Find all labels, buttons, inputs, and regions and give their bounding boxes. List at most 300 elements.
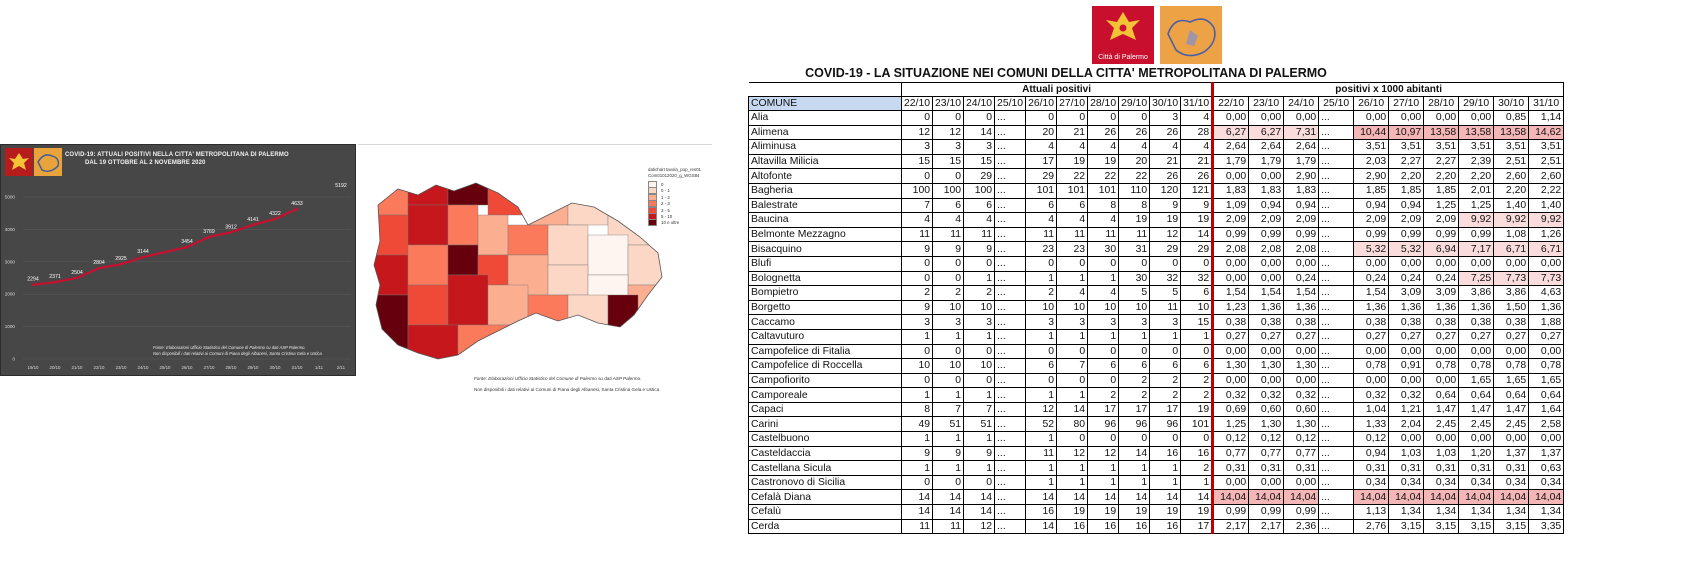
rate-cell: 0,31 bbox=[1459, 461, 1494, 476]
x-tick-label: 27/10 bbox=[203, 365, 215, 370]
rate-cell: 2,20 bbox=[1459, 169, 1494, 184]
rate-cell: 0,60 bbox=[1249, 402, 1284, 417]
data-point bbox=[186, 246, 189, 249]
rate-cell: ... bbox=[1319, 329, 1354, 344]
municipality-area bbox=[448, 175, 488, 205]
rate-cell: 0,00 bbox=[1213, 475, 1249, 490]
rate-cell: ... bbox=[1319, 213, 1354, 228]
attuali-cell: 7 bbox=[933, 402, 964, 417]
rate-cell: 1,30 bbox=[1249, 417, 1284, 432]
attuali-cell: 19 bbox=[1181, 213, 1213, 228]
attuali-cell: 11 bbox=[1057, 227, 1088, 242]
rate-cell: 0,78 bbox=[1424, 359, 1459, 374]
attuali-cell: 14 bbox=[1088, 490, 1119, 505]
attuali-cell: 121 bbox=[1181, 183, 1213, 198]
rate-cell: 1,34 bbox=[1459, 505, 1494, 520]
rate-cell: 3,86 bbox=[1459, 286, 1494, 301]
rate-cell: 0,24 bbox=[1389, 271, 1424, 286]
attuali-cell: 19 bbox=[1181, 505, 1213, 520]
attuali-cell: 0 bbox=[1057, 373, 1088, 388]
comune-name-cell: Cerda bbox=[749, 519, 902, 534]
rate-cell: 0,38 bbox=[1424, 315, 1459, 330]
rate-cell: 2,27 bbox=[1424, 154, 1459, 169]
attuali-cell: 31 bbox=[1119, 242, 1150, 257]
rate-cell: 0,12 bbox=[1249, 432, 1284, 447]
data-label: 2504 bbox=[71, 269, 83, 276]
rate-cell: 0,31 bbox=[1494, 461, 1529, 476]
rate-cell: 1,40 bbox=[1494, 198, 1529, 213]
rate-cell: 3,51 bbox=[1529, 140, 1564, 155]
rate-cell: 0,78 bbox=[1459, 359, 1494, 374]
rate-cell: 2,90 bbox=[1354, 169, 1389, 184]
table-row bbox=[749, 359, 1564, 374]
rate-cell: 0,64 bbox=[1529, 388, 1564, 403]
attuali-cell: 12 bbox=[1088, 446, 1119, 461]
x-tick-label: 2/11 bbox=[336, 365, 346, 370]
attuali-cell: 1 bbox=[933, 388, 964, 403]
attuali-cell: 0 bbox=[964, 475, 995, 490]
attuali-cell: 0 bbox=[933, 475, 964, 490]
attuali-cell: 52 bbox=[1026, 417, 1057, 432]
rate-cell: 2,51 bbox=[1529, 154, 1564, 169]
rate-cell: 0,77 bbox=[1249, 446, 1284, 461]
x-tick-label: 23/10 bbox=[115, 365, 127, 370]
attuali-cell: 6 bbox=[1181, 286, 1213, 301]
rate-cell: 3,15 bbox=[1424, 519, 1459, 534]
x-tick-label: 1/11 bbox=[314, 365, 324, 370]
rate-cell: 0,00 bbox=[1389, 256, 1424, 271]
data-point bbox=[274, 218, 277, 221]
attuali-cell: 101 bbox=[1088, 183, 1119, 198]
attuali-cell: 14 bbox=[964, 490, 995, 505]
comune-name-cell: Altofonte bbox=[749, 169, 902, 184]
attuali-cell: 10 bbox=[964, 300, 995, 315]
attuali-cell: 12 bbox=[1057, 446, 1088, 461]
line-chart bbox=[1, 145, 356, 376]
municipality-area bbox=[528, 195, 568, 225]
attuali-cell: 3 bbox=[1026, 315, 1057, 330]
attuali-cell: 2 bbox=[1181, 388, 1213, 403]
rate-cell: 0,64 bbox=[1494, 388, 1529, 403]
attuali-cell: 32 bbox=[1150, 271, 1181, 286]
attuali-cell: 0 bbox=[902, 475, 933, 490]
rate-cell: 1,85 bbox=[1354, 183, 1389, 198]
rate-cell: ... bbox=[1319, 242, 1354, 257]
attuali-cell: 0 bbox=[1026, 344, 1057, 359]
rate-cell: 0,34 bbox=[1389, 475, 1424, 490]
province-map bbox=[358, 145, 712, 377]
rate-cell: 2,45 bbox=[1424, 417, 1459, 432]
rate-cell: 1,25 bbox=[1424, 198, 1459, 213]
rate-cell: 0,00 bbox=[1213, 169, 1249, 184]
attuali-cell: 1 bbox=[1119, 475, 1150, 490]
attuali-cell: 1 bbox=[1057, 388, 1088, 403]
attuali-cell: 8 bbox=[902, 402, 933, 417]
rate-cell: 0,00 bbox=[1249, 256, 1284, 271]
rate-cell: 0,00 bbox=[1494, 432, 1529, 447]
attuali-cell: 30 bbox=[1088, 242, 1119, 257]
rate-cell: 1,34 bbox=[1494, 505, 1529, 520]
attuali-cell: 51 bbox=[933, 417, 964, 432]
attuali-cell: 4 bbox=[1026, 140, 1057, 155]
attuali-cell: 1 bbox=[1150, 461, 1181, 476]
rate-cell: 0,32 bbox=[1354, 388, 1389, 403]
attuali-cell: 0 bbox=[933, 256, 964, 271]
rate-cell: 1,30 bbox=[1249, 359, 1284, 374]
attuali-cell: 3 bbox=[1150, 315, 1181, 330]
rate-cell: 0,27 bbox=[1459, 329, 1494, 344]
attuali-cell: 22 bbox=[1088, 169, 1119, 184]
attuali-cell: 4 bbox=[1119, 140, 1150, 155]
attuali-cell: 9 bbox=[902, 300, 933, 315]
legend-swatch bbox=[648, 219, 657, 226]
attuali-cell: 14 bbox=[933, 505, 964, 520]
attuali-cell: ... bbox=[995, 344, 1026, 359]
rate-cell: 0,00 bbox=[1459, 111, 1494, 126]
rate-cell: 1,65 bbox=[1529, 373, 1564, 388]
attuali-cell: 0 bbox=[964, 256, 995, 271]
attuali-cell: 6 bbox=[1026, 359, 1057, 374]
rate-cell: 0,12 bbox=[1284, 432, 1319, 447]
attuali-cell: 14 bbox=[964, 125, 995, 140]
attuali-cell: ... bbox=[995, 213, 1026, 228]
rate-cell: 1,04 bbox=[1354, 402, 1389, 417]
attuali-cell: 1 bbox=[933, 461, 964, 476]
municipality-area bbox=[408, 175, 448, 205]
rate-cell: 1,30 bbox=[1213, 359, 1249, 374]
rate-cell: 0,00 bbox=[1213, 111, 1249, 126]
attuali-cell: ... bbox=[995, 519, 1026, 534]
attuali-cell: 0 bbox=[902, 373, 933, 388]
attuali-cell: 1 bbox=[902, 329, 933, 344]
attuali-cell: 0 bbox=[1088, 256, 1119, 271]
rate-cell: ... bbox=[1319, 300, 1354, 315]
attuali-cell: 15 bbox=[902, 154, 933, 169]
attuali-cell: 21 bbox=[1181, 154, 1213, 169]
municipality-area bbox=[548, 265, 588, 295]
comune-name-cell: Casteldaccia bbox=[749, 446, 902, 461]
comune-name-cell: Borgetto bbox=[749, 300, 902, 315]
rate-cell: 1,36 bbox=[1389, 300, 1424, 315]
attuali-cell: 11 bbox=[933, 227, 964, 242]
attuali-cell: 10 bbox=[1181, 300, 1213, 315]
attuali-cell: ... bbox=[995, 242, 1026, 257]
attuali-cell: ... bbox=[995, 329, 1026, 344]
y-tick-label: 5000 bbox=[4, 194, 15, 200]
table-row bbox=[749, 213, 1564, 228]
rate-cell: 0,99 bbox=[1424, 227, 1459, 242]
rate-cell: 14,04 bbox=[1494, 490, 1529, 505]
legend-label: 2 - 3 bbox=[661, 201, 670, 207]
attuali-cell: 14 bbox=[902, 490, 933, 505]
rate-cell: ... bbox=[1319, 446, 1354, 461]
rate-cell: 0,12 bbox=[1213, 432, 1249, 447]
x-tick-label: 31/10 bbox=[291, 365, 303, 370]
table-row bbox=[749, 329, 1564, 344]
rate-cell: 0,94 bbox=[1389, 198, 1424, 213]
rate-cell: 1,25 bbox=[1213, 417, 1249, 432]
legend-label: 1 - 2 bbox=[661, 194, 670, 200]
rate-cell: 0,38 bbox=[1459, 315, 1494, 330]
attuali-cell: 2 bbox=[1150, 388, 1181, 403]
rate-cell: 0,31 bbox=[1389, 461, 1424, 476]
rate-cell: 0,27 bbox=[1249, 329, 1284, 344]
rate-cell: 2,22 bbox=[1529, 183, 1564, 198]
attuali-cell: 12 bbox=[933, 125, 964, 140]
rate-cell: 0,24 bbox=[1284, 271, 1319, 286]
attuali-date-header: 26/10 bbox=[1026, 97, 1057, 111]
rate-cell: 5,32 bbox=[1389, 242, 1424, 257]
rate-cell: 0,00 bbox=[1424, 256, 1459, 271]
comune-name-cell: Campofelice di Fitalia bbox=[749, 344, 902, 359]
rate-date-header: 23/10 bbox=[1249, 97, 1284, 111]
attuali-cell: ... bbox=[995, 140, 1026, 155]
attuali-cell: 11 bbox=[1088, 227, 1119, 242]
comune-name-cell: Carini bbox=[749, 417, 902, 432]
data-point bbox=[98, 267, 101, 270]
y-tick-label: 3000 bbox=[4, 259, 15, 265]
attuali-cell: ... bbox=[995, 461, 1026, 476]
rate-date-header: 25/10 bbox=[1319, 97, 1354, 111]
attuali-date-header: 25/10 bbox=[995, 97, 1026, 111]
x-tick-label: 29/10 bbox=[247, 365, 259, 370]
data-label: 3912 bbox=[225, 224, 237, 231]
rate-cell: 0,00 bbox=[1529, 432, 1564, 447]
attuali-cell: 2 bbox=[1119, 388, 1150, 403]
attuali-cell: 19 bbox=[1150, 505, 1181, 520]
rate-cell: 2,01 bbox=[1459, 183, 1494, 198]
rate-cell: 0,00 bbox=[1494, 344, 1529, 359]
metro-city-logo bbox=[34, 148, 62, 176]
rate-cell: 0,00 bbox=[1284, 111, 1319, 126]
rate-cell: 1,25 bbox=[1459, 198, 1494, 213]
data-label: 3454 bbox=[181, 239, 193, 246]
rate-cell: 1,47 bbox=[1459, 402, 1494, 417]
rate-cell: 0,34 bbox=[1494, 475, 1529, 490]
attuali-cell: 23 bbox=[1026, 242, 1057, 257]
table-date-header-row bbox=[749, 97, 1564, 111]
rate-cell: 0,99 bbox=[1284, 227, 1319, 242]
rate-cell: 0,27 bbox=[1389, 329, 1424, 344]
municipality-area bbox=[458, 325, 508, 365]
rate-cell: 3,51 bbox=[1424, 140, 1459, 155]
comune-name-cell: Bompietro bbox=[749, 286, 902, 301]
table-row bbox=[749, 227, 1564, 242]
rate-cell: 7,25 bbox=[1459, 271, 1494, 286]
rate-cell: 9,92 bbox=[1494, 213, 1529, 228]
map-legend-title-1: datichart tavola_pop_res01 bbox=[648, 167, 701, 172]
rate-cell: 1,83 bbox=[1284, 183, 1319, 198]
municipality-area bbox=[368, 215, 408, 255]
rate-cell: 2,04 bbox=[1389, 417, 1424, 432]
choropleth-map-panel bbox=[358, 144, 712, 377]
table-row bbox=[749, 388, 1564, 403]
rate-cell: ... bbox=[1319, 402, 1354, 417]
covid-table bbox=[748, 82, 1564, 534]
comune-name-cell: Aliminusa bbox=[749, 140, 902, 155]
rate-cell: 0,00 bbox=[1424, 373, 1459, 388]
table-row bbox=[749, 505, 1564, 520]
rate-cell: 3,35 bbox=[1529, 519, 1564, 534]
rate-cell: 2,51 bbox=[1494, 154, 1529, 169]
y-tick-label: 4000 bbox=[4, 226, 15, 232]
attuali-cell: 3 bbox=[902, 140, 933, 155]
rate-cell: 9,92 bbox=[1529, 213, 1564, 228]
attuali-cell: 51 bbox=[964, 417, 995, 432]
rate-cell: ... bbox=[1319, 519, 1354, 534]
attuali-cell: 15 bbox=[964, 154, 995, 169]
attuali-cell: 3 bbox=[902, 315, 933, 330]
attuali-cell: 10 bbox=[933, 359, 964, 374]
rate-cell: ... bbox=[1319, 475, 1354, 490]
rate-cell: 0,00 bbox=[1249, 271, 1284, 286]
x-tick-label: 19/10 bbox=[27, 365, 39, 370]
attuali-cell: 14 bbox=[933, 490, 964, 505]
attuali-cell: 11 bbox=[1119, 227, 1150, 242]
rate-cell: 1,88 bbox=[1529, 315, 1564, 330]
attuali-cell: 1 bbox=[1026, 432, 1057, 447]
attuali-cell: 101 bbox=[1181, 417, 1213, 432]
attuali-cell: 6 bbox=[1119, 359, 1150, 374]
attuali-cell: 1 bbox=[1150, 329, 1181, 344]
data-label: 4322 bbox=[269, 210, 281, 217]
attuali-cell: 0 bbox=[964, 111, 995, 126]
group-attuali-header: Attuali positivi bbox=[902, 83, 1213, 97]
attuali-cell: 4 bbox=[1057, 140, 1088, 155]
attuali-cell: ... bbox=[995, 111, 1026, 126]
rate-cell: 1,36 bbox=[1529, 300, 1564, 315]
rate-cell: 1,26 bbox=[1529, 227, 1564, 242]
attuali-cell: 101 bbox=[1057, 183, 1088, 198]
rate-cell: ... bbox=[1319, 111, 1354, 126]
rate-cell: 1,36 bbox=[1424, 300, 1459, 315]
attuali-cell: 3 bbox=[1088, 315, 1119, 330]
rate-cell: 2,09 bbox=[1354, 213, 1389, 228]
attuali-cell: 9 bbox=[964, 446, 995, 461]
attuali-cell: 12 bbox=[1150, 227, 1181, 242]
rate-cell: 1,83 bbox=[1249, 183, 1284, 198]
rate-cell: 0,60 bbox=[1284, 402, 1319, 417]
rate-cell: 0,24 bbox=[1424, 271, 1459, 286]
rate-cell: 14,62 bbox=[1529, 125, 1564, 140]
map-legend-title-2: Com01012020_g_WGS84 bbox=[648, 173, 700, 178]
rate-cell: 0,85 bbox=[1494, 111, 1529, 126]
rate-cell: ... bbox=[1319, 140, 1354, 155]
attuali-cell: 16 bbox=[1119, 519, 1150, 534]
attuali-cell: 14 bbox=[964, 505, 995, 520]
rate-cell: 2,20 bbox=[1494, 183, 1529, 198]
x-tick-label: 25/10 bbox=[159, 365, 171, 370]
attuali-cell: 1 bbox=[1026, 388, 1057, 403]
attuali-cell: 0 bbox=[1026, 256, 1057, 271]
rate-cell: 0,00 bbox=[1249, 373, 1284, 388]
table-row bbox=[749, 271, 1564, 286]
attuali-cell: 32 bbox=[1181, 271, 1213, 286]
attuali-cell: 26 bbox=[1119, 125, 1150, 140]
rate-cell: 2,58 bbox=[1529, 417, 1564, 432]
rate-cell: 0,63 bbox=[1529, 461, 1564, 476]
attuali-cell: 4 bbox=[1088, 286, 1119, 301]
attuali-cell: 0 bbox=[1026, 373, 1057, 388]
attuali-cell: 10 bbox=[902, 359, 933, 374]
attuali-cell: 1 bbox=[1057, 271, 1088, 286]
rate-cell: 7,73 bbox=[1494, 271, 1529, 286]
table-row bbox=[749, 286, 1564, 301]
rate-cell: 0,00 bbox=[1284, 475, 1319, 490]
municipality-area bbox=[528, 295, 568, 335]
table-title: COVID-19 - LA SITUAZIONE NEI COMUNI DELLA CITTA' METROPOLITANA DI PALERMO bbox=[805, 66, 1327, 80]
rate-cell: 10,97 bbox=[1389, 125, 1424, 140]
attuali-cell: 2 bbox=[1088, 388, 1119, 403]
attuali-cell: ... bbox=[995, 446, 1026, 461]
data-point bbox=[230, 231, 233, 234]
attuali-cell: 1 bbox=[1057, 329, 1088, 344]
data-label: 4633 bbox=[291, 200, 303, 207]
rate-cell: 0,38 bbox=[1389, 315, 1424, 330]
municipalities bbox=[368, 175, 668, 365]
attuali-cell: 16 bbox=[1150, 519, 1181, 534]
rate-cell: 2,09 bbox=[1424, 213, 1459, 228]
rate-cell: 3,09 bbox=[1424, 286, 1459, 301]
attuali-cell: 3 bbox=[1119, 315, 1150, 330]
data-label: 3144 bbox=[137, 249, 149, 256]
rate-cell: 0,27 bbox=[1529, 329, 1564, 344]
municipality-area bbox=[408, 285, 448, 325]
attuali-cell: 9 bbox=[902, 242, 933, 257]
attuali-cell: 6 bbox=[1057, 198, 1088, 213]
attuali-cell: 96 bbox=[1150, 417, 1181, 432]
rate-cell: 1,47 bbox=[1494, 402, 1529, 417]
attuali-cell: 0 bbox=[1057, 432, 1088, 447]
rate-date-header: 27/10 bbox=[1389, 97, 1424, 111]
comune-name-cell: Bisacquino bbox=[749, 242, 902, 257]
rate-cell: 0,00 bbox=[1284, 344, 1319, 359]
attuali-cell: 3 bbox=[1057, 315, 1088, 330]
rate-cell: 6,27 bbox=[1213, 125, 1249, 140]
attuali-cell: 3 bbox=[964, 140, 995, 155]
municipality-area bbox=[628, 245, 668, 285]
attuali-cell: 100 bbox=[902, 183, 933, 198]
rate-cell: ... bbox=[1319, 490, 1354, 505]
municipality-area bbox=[368, 175, 408, 215]
attuali-cell: 30 bbox=[1119, 271, 1150, 286]
table-row bbox=[749, 125, 1564, 140]
rate-cell: 1,36 bbox=[1459, 300, 1494, 315]
attuali-cell: 0 bbox=[902, 169, 933, 184]
data-label: 4141 bbox=[247, 216, 259, 223]
attuali-cell: 100 bbox=[964, 183, 995, 198]
attuali-cell: 0 bbox=[1119, 344, 1150, 359]
attuali-cell: 14 bbox=[1119, 490, 1150, 505]
attuali-cell: 4 bbox=[1181, 140, 1213, 155]
attuali-cell: ... bbox=[995, 125, 1026, 140]
rate-cell: 0,27 bbox=[1213, 329, 1249, 344]
attuali-cell: 0 bbox=[1119, 432, 1150, 447]
rate-cell: ... bbox=[1319, 198, 1354, 213]
header-logos bbox=[1092, 6, 1222, 64]
rate-cell: 0,78 bbox=[1529, 359, 1564, 374]
palermo-crest-logo bbox=[5, 148, 33, 176]
attuali-cell: 0 bbox=[902, 271, 933, 286]
attuali-cell: 14 bbox=[1150, 490, 1181, 505]
rate-cell: 6,94 bbox=[1424, 242, 1459, 257]
table-row bbox=[749, 256, 1564, 271]
rate-cell: ... bbox=[1319, 256, 1354, 271]
rate-cell: 1,85 bbox=[1424, 183, 1459, 198]
attuali-cell: 21 bbox=[1057, 125, 1088, 140]
rate-cell: 0,31 bbox=[1284, 461, 1319, 476]
attuali-cell: 19 bbox=[1057, 505, 1088, 520]
